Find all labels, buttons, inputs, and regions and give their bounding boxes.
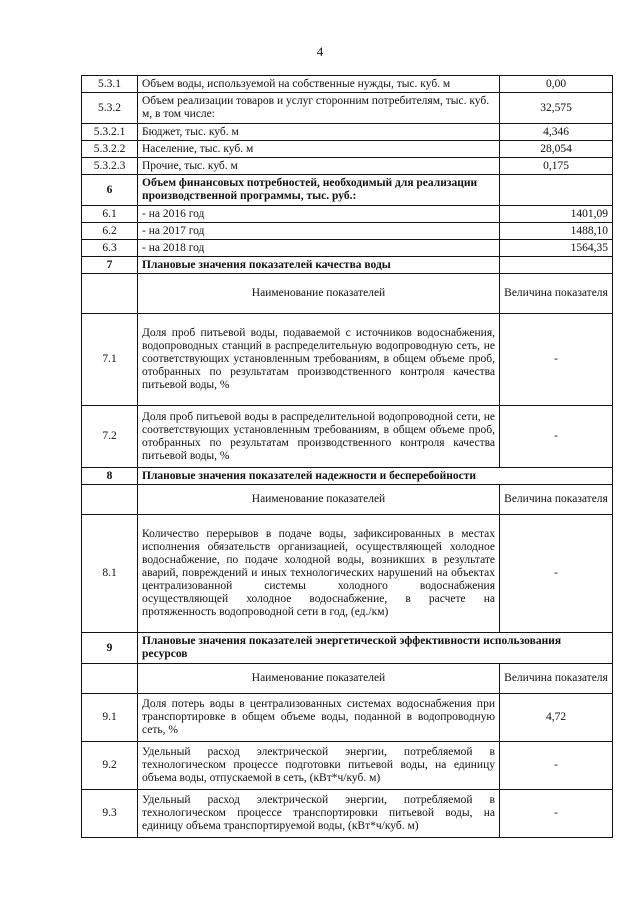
table-row <box>82 124 613 141</box>
row-value: 0,00 <box>500 76 613 93</box>
column-header-row <box>82 274 613 314</box>
section-7-header <box>82 257 613 274</box>
row-text: - на 2016 год <box>138 206 500 223</box>
column-header-value: Величина показателя <box>500 485 613 515</box>
column-header-name: Наименование показателей <box>138 274 500 314</box>
row-value: - <box>500 406 613 468</box>
column-header-value: Величина показателя <box>500 664 613 694</box>
table-row <box>82 93 613 124</box>
empty-cell <box>82 485 138 515</box>
row-number: 6.2 <box>82 223 138 240</box>
table-row <box>82 790 613 838</box>
row-text: Количество перерывов в подаче воды, зафиксированных в местах исполнения обязательств организацией, осуществляющей холодное водоснабжение, по подаче холодной воды, возникших в результате аварий, повреждений и иных технологических нарушений на объектах централизованной системы холодного водоснабжения осуществляющей холодное водоснабжение, в расчете на протяженность водопроводной сети в год, (ед./км) <box>138 515 500 633</box>
row-value: 32,575 <box>500 93 613 124</box>
table-row <box>82 742 613 790</box>
row-number: 7.1 <box>82 314 138 406</box>
row-value: 28,054 <box>500 141 613 158</box>
row-value: - <box>500 314 613 406</box>
row-number: 5.3.2.3 <box>82 158 138 175</box>
row-value: 1564,35 <box>500 240 613 257</box>
row-text: Объем реализации товаров и услуг сторонним потребителям, тыс. куб. м, в том числе: <box>138 93 500 124</box>
table-row <box>82 206 613 223</box>
table-row <box>82 694 613 742</box>
row-value: 4,346 <box>500 124 613 141</box>
table-row <box>82 141 613 158</box>
empty-cell <box>500 257 613 274</box>
table-row <box>82 406 613 468</box>
column-header-row <box>82 664 613 694</box>
section-title: Плановые значения показателей энергетической эффективности использования ресурсов <box>138 633 613 664</box>
section-9-header <box>82 633 613 664</box>
column-header-row <box>82 485 613 515</box>
program-table <box>81 75 613 838</box>
row-number: 5.3.2 <box>82 93 138 124</box>
section-number: 7 <box>82 257 138 274</box>
table-row <box>82 223 613 240</box>
column-header-value: Величина показателя <box>500 274 613 314</box>
table-row <box>82 76 613 93</box>
section-number: 6 <box>82 175 138 206</box>
row-text: Объем воды, используемой на собственные нужды, тыс. куб. м <box>138 76 500 93</box>
row-value: 1401,09 <box>500 206 613 223</box>
table-row <box>82 240 613 257</box>
row-text: - на 2018 год <box>138 240 500 257</box>
row-value: - <box>500 790 613 838</box>
row-text: Доля проб питьевой воды в распределительной водопроводной сети, не соответствующих установленным требованиям, в общем объеме проб, отобранных по результатам производственного контроля качества питьевой воды, % <box>138 406 500 468</box>
empty-cell <box>82 664 138 694</box>
row-number: 9.2 <box>82 742 138 790</box>
row-number: 8.1 <box>82 515 138 633</box>
row-text: Удельный расход электрической энергии, потребляемой в технологическом процессе подготовки питьевой воды, на единицу объема воды, отпускаемой в сеть, (кВт*ч/куб. м) <box>138 742 500 790</box>
row-number: 7.2 <box>82 406 138 468</box>
column-header-name: Наименование показателей <box>138 664 500 694</box>
row-text: Доля проб питьевой воды, подаваемой с источников водоснабжения, водопроводных станций в распределительную водопроводную сеть, не соответствующих установленным требованиям, в общем объеме проб, отобранных по результатам производственного контроля качества питьевой воды, % <box>138 314 500 406</box>
row-number: 9.1 <box>82 694 138 742</box>
row-number: 5.3.1 <box>82 76 138 93</box>
row-text: Удельный расход электрической энергии, потребляемой в технологическом процессе транспортировки питьевой воды, на единицу объема транспортируемой воды, (кВт*ч/куб. м) <box>138 790 500 838</box>
row-number: 9.3 <box>82 790 138 838</box>
row-value: 0,175 <box>500 158 613 175</box>
table-row <box>82 158 613 175</box>
table-row <box>82 314 613 406</box>
row-value: - <box>500 515 613 633</box>
row-text: Доля потерь воды в централизованных системах водоснабжения при транспортировке в общем объеме воды, поданной в водопроводную сеть, % <box>138 694 500 742</box>
section-title: Плановые значения показателей качества воды <box>138 257 500 274</box>
section-6-header <box>82 175 613 206</box>
empty-cell <box>500 175 613 206</box>
table-row <box>82 515 613 633</box>
row-value: - <box>500 742 613 790</box>
row-text: - на 2017 год <box>138 223 500 240</box>
row-text: Прочие, тыс. куб. м <box>138 158 500 175</box>
page-number: 4 <box>316 44 324 59</box>
row-number: 6.1 <box>82 206 138 223</box>
section-title: Объем финансовых потребностей, необходимый для реализации производственной программы, тыс. руб.: <box>138 175 500 206</box>
row-number: 5.3.2.1 <box>82 124 138 141</box>
section-number: 8 <box>82 468 138 485</box>
column-header-name: Наименование показателей <box>138 485 500 515</box>
section-8-header <box>82 468 613 485</box>
section-title: Плановые значения показателей надежности и бесперебойности <box>138 468 613 485</box>
row-text: Бюджет, тыс. куб. м <box>138 124 500 141</box>
row-number: 6.3 <box>82 240 138 257</box>
row-value: 1488,10 <box>500 223 613 240</box>
section-number: 9 <box>82 633 138 664</box>
empty-cell <box>82 274 138 314</box>
row-number: 5.3.2.2 <box>82 141 138 158</box>
row-value: 4,72 <box>500 694 613 742</box>
row-text: Население, тыс. куб. м <box>138 141 500 158</box>
